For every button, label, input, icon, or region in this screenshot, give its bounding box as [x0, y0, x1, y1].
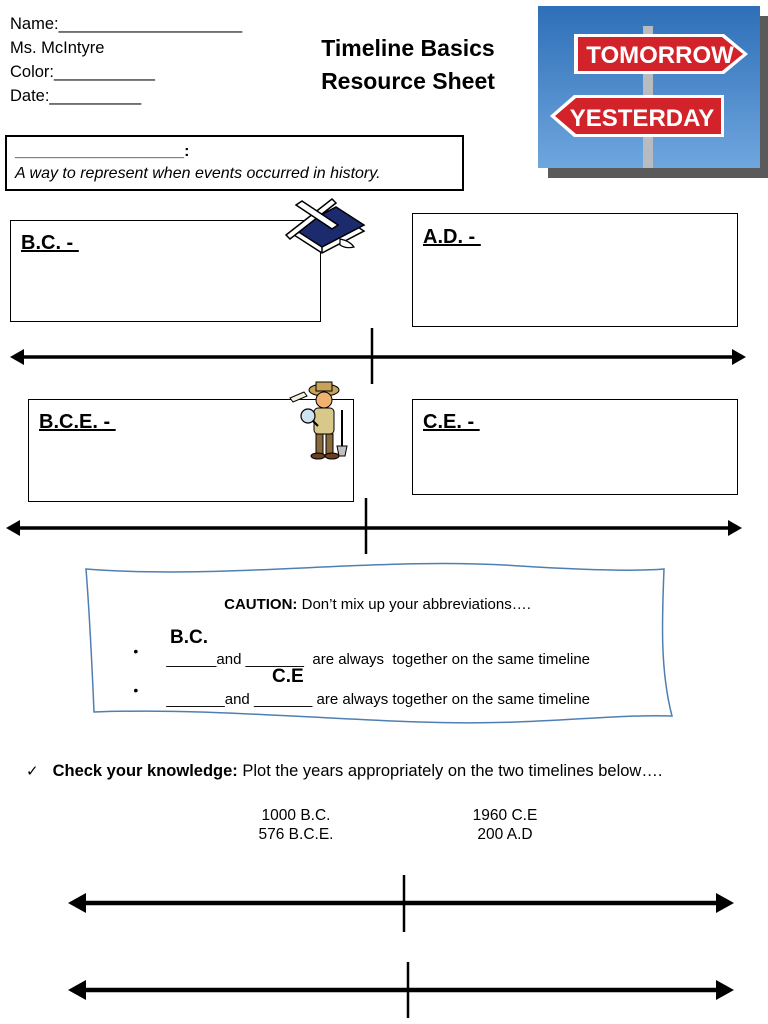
row1-blank-2: _______	[245, 651, 305, 668]
caution-label: CAUTION:	[224, 596, 298, 613]
caution-title	[150, 596, 605, 613]
year-576-bce: 576 B.C.E.	[258, 826, 334, 843]
title-line-1: Timeline Basics	[321, 35, 495, 61]
caution-row-2	[125, 665, 138, 699]
bullet-icon: •	[133, 682, 139, 698]
timeline-2	[6, 498, 742, 554]
color-line: Color:___________	[10, 63, 155, 81]
year-1000-bc: 1000 B.C.	[261, 807, 331, 824]
row2-blank-2: _______	[253, 691, 313, 708]
title-line-2: Resource Sheet	[321, 68, 495, 94]
caution-row-2-text	[158, 674, 590, 708]
years-left	[236, 806, 356, 844]
row1-answer: B.C.	[170, 627, 208, 648]
row1-blank-1: ______	[166, 651, 217, 668]
check-label: Check your knowledge:	[52, 762, 238, 780]
row1-and: and	[216, 651, 246, 668]
bc-label: B.C. -	[21, 232, 79, 254]
bce-label: B.C.E. -	[39, 411, 116, 433]
timeline-1	[10, 328, 746, 384]
date-line: Date:__________	[10, 87, 142, 105]
timeline-3	[68, 875, 734, 932]
check-instructions: Plot the years appropriately on the two timelines below….	[237, 762, 663, 780]
timeline-4	[68, 962, 734, 1018]
tomorrow-sign-text: TOMORROW	[586, 42, 734, 69]
check-knowledge	[26, 762, 662, 781]
checkmark-icon: ✓	[26, 763, 39, 780]
caution-row-1	[125, 626, 138, 660]
ad-label: A.D. -	[423, 226, 481, 248]
definition-text: A way to represent when events occurred in history.	[15, 165, 381, 182]
year-1960-ce: 1960 C.E	[472, 807, 538, 824]
row2-rest: are always together on the same timeline	[316, 691, 591, 708]
year-200-ad: 200 A.D	[477, 826, 533, 843]
caution-text: Don’t mix up your abbreviations….	[297, 596, 531, 613]
ce-label: C.E. -	[423, 411, 480, 433]
row2-blank-1: _______	[166, 691, 225, 708]
row2-answer: C.E	[272, 666, 304, 687]
name-line: Name:____________________	[10, 15, 243, 33]
bullet-icon: •	[133, 643, 139, 659]
teacher-name: Ms. McIntyre	[10, 39, 105, 57]
years-right	[445, 806, 565, 844]
row2-and: and	[224, 691, 254, 708]
row1-rest: are always together on the same timeline	[312, 651, 591, 668]
definition-blank: ___________________:	[15, 143, 190, 160]
caution-row-1-text	[158, 634, 590, 668]
yesterday-sign-text: YESTERDAY	[569, 105, 715, 132]
